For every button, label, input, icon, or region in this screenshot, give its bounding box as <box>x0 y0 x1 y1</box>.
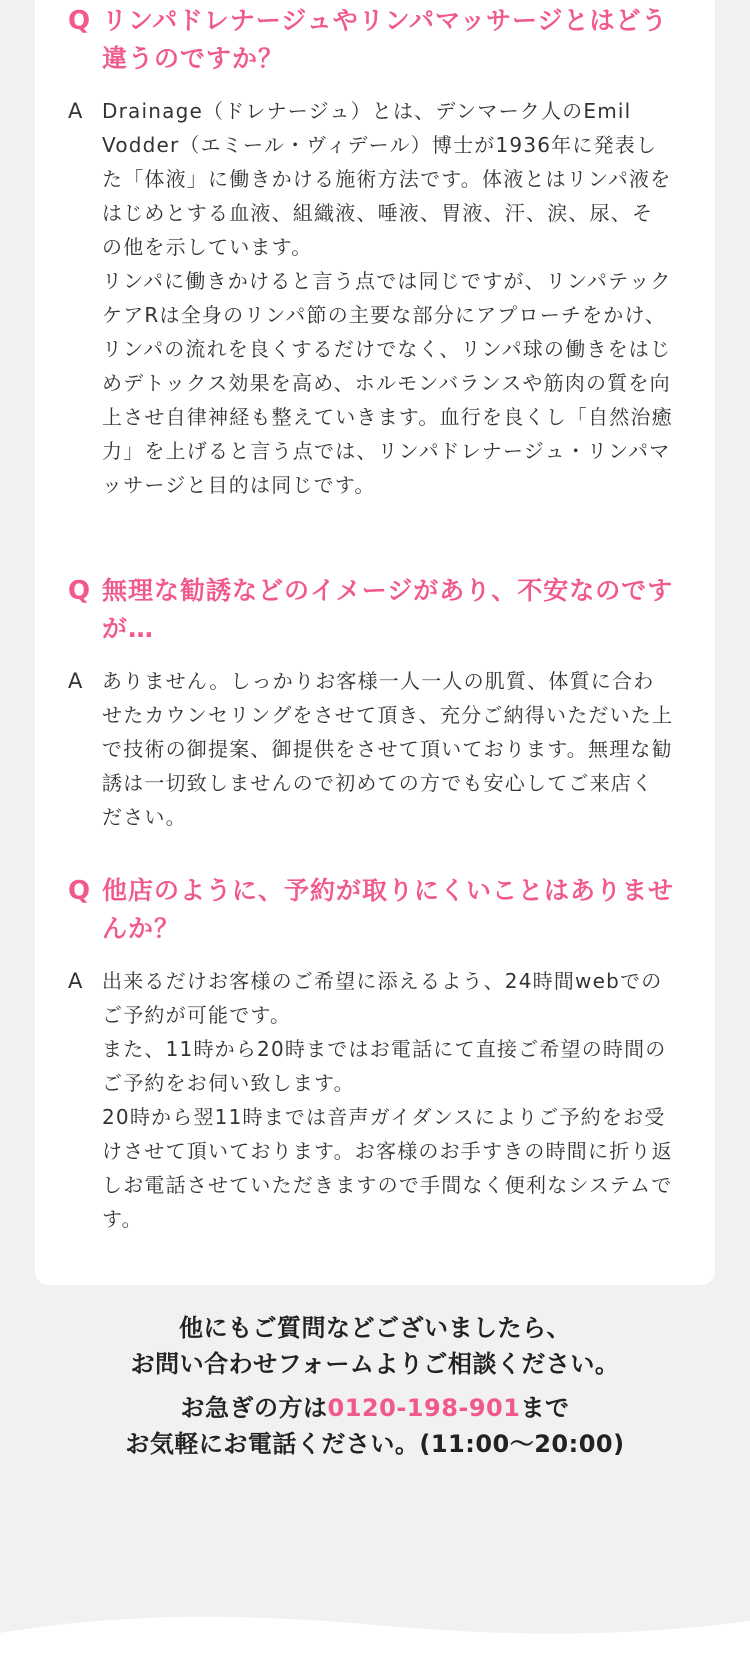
answer-mark: A <box>68 969 83 993</box>
faq-question-row <box>68 872 674 948</box>
faq-question-row <box>68 2 674 78</box>
question-mark: Q <box>68 576 91 606</box>
faq-item <box>68 572 674 834</box>
question-mark: Q <box>68 876 91 906</box>
contact-prefix: お急ぎの方は <box>180 1394 328 1422</box>
faq-answer-row <box>68 94 674 502</box>
answer-mark: A <box>68 99 83 123</box>
contact-message <box>0 1310 750 1462</box>
contact-hours-line: お気軽にお電話ください。(11:00〜20:00) <box>125 1430 625 1458</box>
contact-suffix: まで <box>520 1394 570 1422</box>
contact-line-2: お問い合わせフォームよりご相談ください。 <box>130 1350 620 1378</box>
faq-question: リンパドレナージュやリンパマッサージとはどう違うのですか？ <box>102 6 668 73</box>
bottom-wave-decoration <box>0 1603 750 1663</box>
faq-answer: ありません。しっかりお客様一人一人の肌質、体質に合わせたカウンセリングをさせて頂き、充分ご納得いただいた上で技術の御提案、御提供をさせて頂いております。無理な勧誘は一切致しませんので初めての方でも安心してご来店ください。 <box>102 669 674 829</box>
contact-line-1: 他にもご質問などございましたら、 <box>179 1314 571 1342</box>
faq-question-row <box>68 572 674 648</box>
faq-answer-row <box>68 964 674 1236</box>
contact-phone-line <box>0 1390 750 1426</box>
faq-item <box>68 2 674 502</box>
faq-answer: Drainage（ドレナージュ）とは、デンマーク人のEmil Vodder（エミール・ヴィデール）博士が1936年に発表した「体液」に働きかける施術方法です。体液とはリンパ液をはじめとする血液、組織液、唾液、胃液、汗、涙、尿、その他を示しています。 リンパに働きかけると言う点では同じですが、リンパテックケアRは全身のリンパ節の主要な部分にアプローチをかけ、リンパの流れを良くするだけでなく、リンパ球の働きをはじめデトックス効果を高め、ホルモンバランスや筋肉の質を向上させ自律神経も整えていきます。血行を良くし「自然治癒力」を上げると言う点では、リンパドレナージュ・リンパマッサージと目的は同じです。 <box>102 99 673 497</box>
faq-answer-row <box>68 664 674 834</box>
phone-number-link[interactable]: 0120-198-901 <box>327 1394 521 1422</box>
faq-item <box>68 872 674 1236</box>
question-mark: Q <box>68 6 91 36</box>
faq-question: 無理な勧誘などのイメージがあり、不安なのですが… <box>102 576 674 643</box>
faq-answer: 出来るだけお客様のご希望に添えるよう、24時間webでのご予約が可能です。 また、11時から20時まではお電話にて直接ご希望の時間のご予約をお伺い致します。 20時から翌11時までは音声ガイダンスによりご予約をお受けさせて頂いております。お客様のお手すきの時間に折り返しお電話させていただきますので手間なく便利なシステムです。 <box>102 969 673 1231</box>
faq-question: 他店のように、予約が取りにくいことはありませんか？ <box>102 876 675 943</box>
answer-mark: A <box>68 669 83 693</box>
